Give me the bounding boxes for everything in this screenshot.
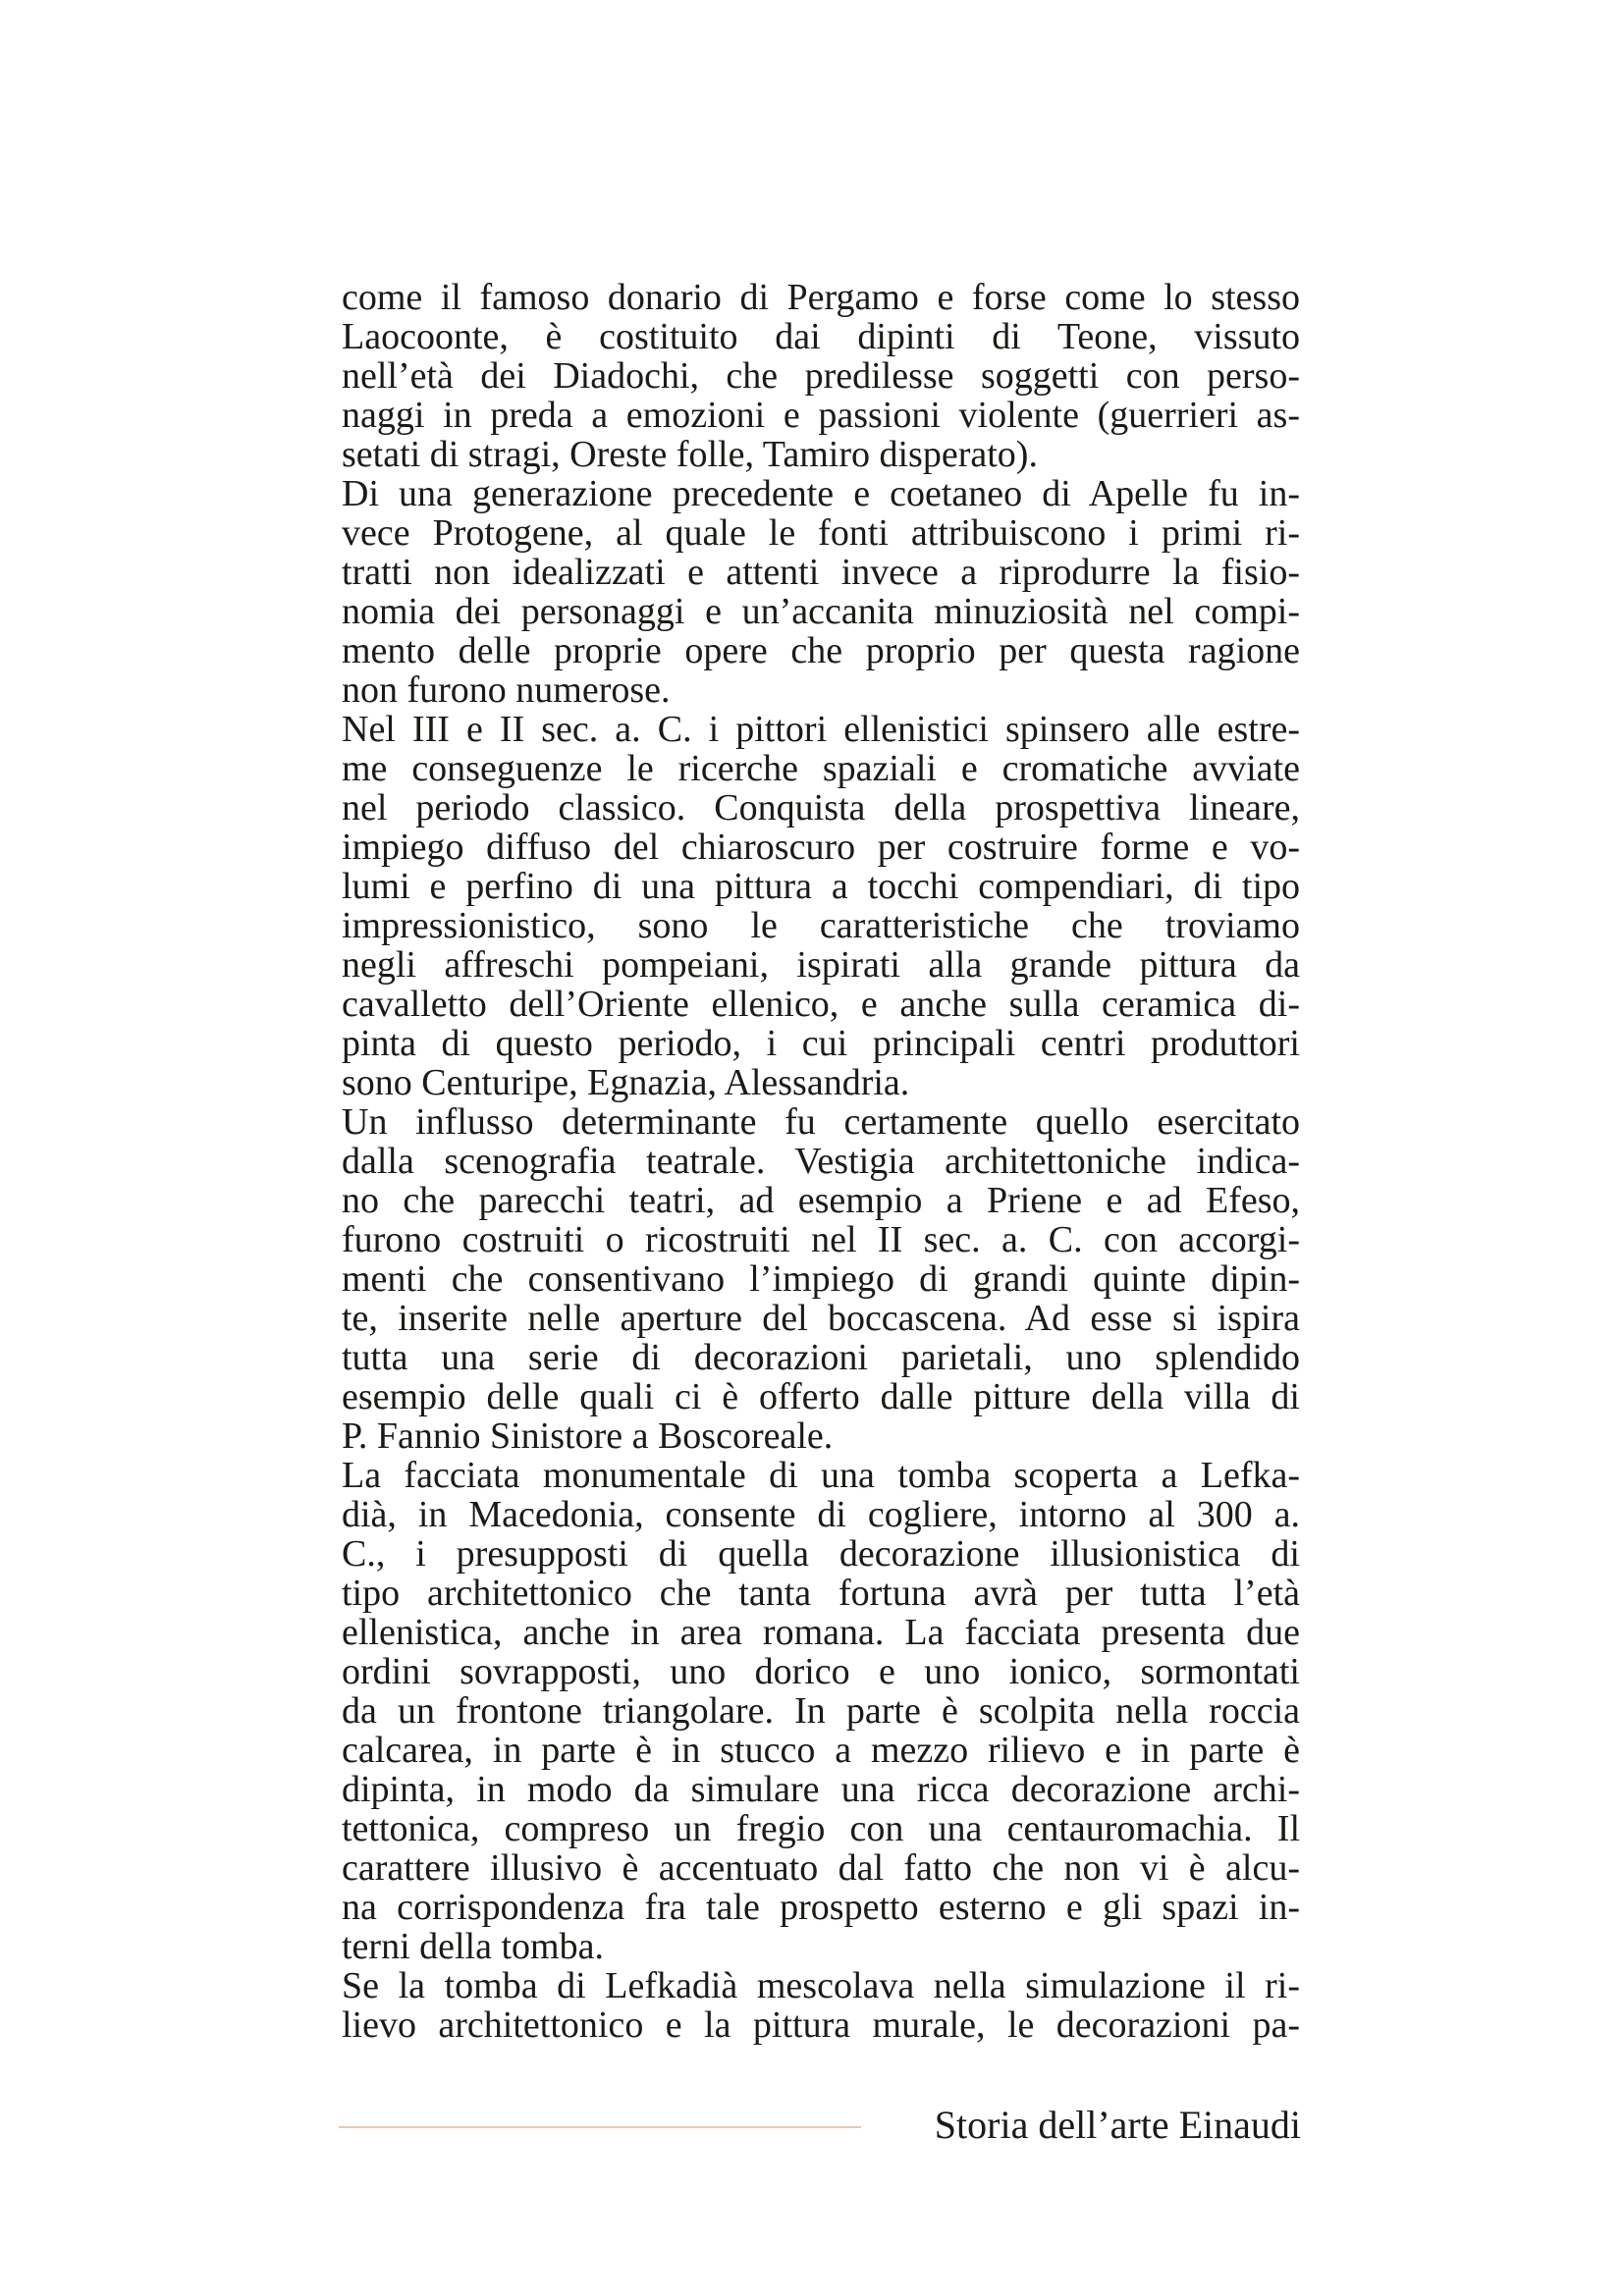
text-line: dià, in Macedonia, consente di cogliere, intorno al 300 a.	[342, 1494, 1300, 1535]
text-line: terni della tomba.	[342, 1926, 604, 1967]
text-line: tettonica, compreso un fregio con una centauromachia. Il	[342, 1808, 1300, 1849]
text-line: mento delle proprie opere che proprio per questa ragione	[342, 630, 1300, 671]
text-line: te, inserite nelle aperture del boccascena. Ad esse si ispira	[342, 1298, 1300, 1339]
text-line: negli affreschi pompeiani, ispirati alla grande pittura da	[342, 944, 1300, 986]
text-line: non furono numerose.	[342, 669, 671, 711]
text-line: sono Centuripe, Egnazia, Alessandria.	[342, 1062, 910, 1103]
page-body	[342, 278, 1300, 2045]
text-line: tipo architettonico che tanta fortuna avrà per tutta l’età	[342, 1573, 1300, 1614]
text-line: lumi e perfino di una pittura a tocchi compendiari, di tipo	[342, 866, 1300, 907]
text-line: naggi in preda a emozioni e passioni violente (guerrieri as-	[342, 395, 1300, 436]
text-line: ellenistica, anche in area romana. La facciata presenta due	[342, 1612, 1300, 1653]
text-line: dalla scenografia teatrale. Vestigia architettoniche indica-	[342, 1141, 1300, 1182]
text-line: Se la tomba di Lefkadià mescolava nella simulazione il ri-	[342, 1965, 1300, 2006]
text-line: me conseguenze le ricerche spaziali e cromatiche avviate	[342, 748, 1300, 789]
text-line: vece Protogene, al quale le fonti attribuiscono i primi ri-	[342, 512, 1300, 554]
text-line: calcarea, in parte è in stucco a mezzo rilievo e in parte è	[342, 1730, 1300, 1771]
text-line: nell’età dei Diadochi, che predilesse soggetti con perso-	[342, 355, 1300, 397]
text-line: Laocoonte, è costituito dai dipinti di Teone, vissuto	[342, 316, 1300, 357]
text-line: furono costruiti o ricostruiti nel II sec. a. C. con accorgi-	[342, 1219, 1300, 1260]
text-line: impressionistico, sono le caratteristiche che troviamo	[342, 905, 1300, 946]
text-line: Un influsso determinante fu certamente quello esercitato	[342, 1101, 1300, 1143]
text-line: pinta di questo periodo, i cui principali centri produttori	[342, 1023, 1300, 1064]
text-line: La facciata monumentale di una tomba scoperta a Lefka-	[342, 1455, 1300, 1496]
text-line: nel periodo classico. Conquista della prospettiva lineare,	[342, 787, 1300, 828]
text-line: esempio delle quali ci è offerto dalle pitture della villa di	[342, 1376, 1300, 1417]
text-line: menti che consentivano l’impiego di grandi quinte dipin-	[342, 1258, 1300, 1300]
text-line: C., i presupposti di quella decorazione illusionistica di	[342, 1533, 1300, 1575]
text-line: cavalletto dell’Oriente ellenico, e anche sulla ceramica di-	[342, 984, 1300, 1025]
text-line: carattere illusivo è accentuato dal fatto che non vi è alcu-	[342, 1847, 1300, 1889]
text-line: setati di stragi, Oreste folle, Tamiro disperato).	[342, 434, 1038, 475]
text-line: no che parecchi teatri, ad esempio a Priene e ad Efeso,	[342, 1180, 1300, 1221]
text-line: come il famoso donario di Pergamo e forse come lo stesso	[342, 277, 1300, 318]
text-line: tratti non idealizzati e attenti invece a riprodurre la fisio-	[342, 552, 1300, 593]
page-footer	[339, 2096, 1301, 2155]
text-line: da un frontone triangolare. In parte è scolpita nella roccia	[342, 1690, 1300, 1732]
text-line: Di una generazione precedente e coetaneo di Apelle fu in-	[342, 473, 1300, 514]
footer-title: Storia dell’arte Einaudi	[934, 2103, 1301, 2147]
text-line: ordini sovrapposti, uno dorico e uno ionico, sormontati	[342, 1651, 1300, 1692]
text-line: tutta una serie di decorazioni parietali, uno splendido	[342, 1337, 1300, 1378]
text-line: nomia dei personaggi e un’accanita minuziosità nel compi-	[342, 591, 1300, 632]
footer-rule	[339, 2126, 861, 2128]
text-line: lievo architettonico e la pittura murale, le decorazioni pa-	[342, 2004, 1300, 2046]
text-line: Nel III e II sec. a. C. i pittori ellenistici spinsero alle estre-	[342, 709, 1300, 750]
text-line: impiego diffuso del chiaroscuro per costruire forme e vo-	[342, 827, 1300, 868]
text-line: dipinta, in modo da simulare una ricca decorazione archi-	[342, 1769, 1300, 1810]
text-line: na corrispondenza fra tale prospetto esterno e gli spazi in-	[342, 1887, 1300, 1928]
text-line: P. Fannio Sinistore a Boscoreale.	[342, 1415, 834, 1457]
